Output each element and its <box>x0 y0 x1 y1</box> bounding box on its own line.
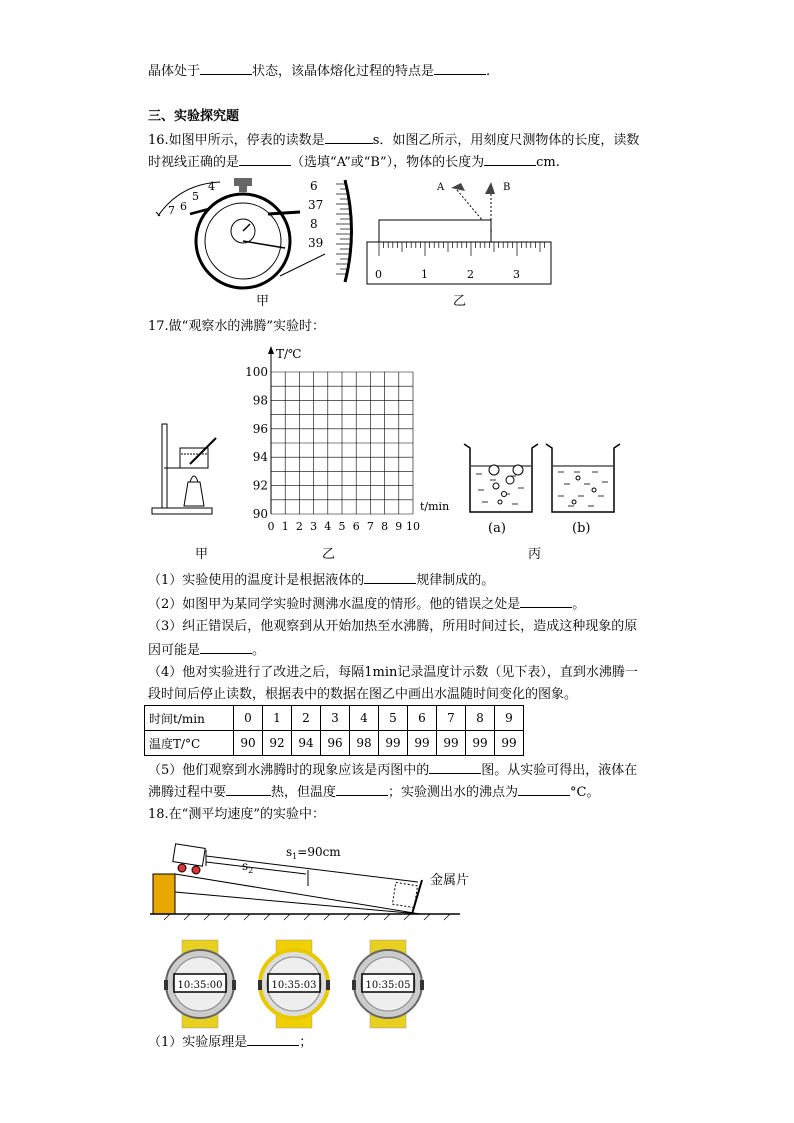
q15-text-3: . <box>486 64 491 79</box>
incline-figure <box>150 826 470 926</box>
q16-line-1 <box>148 130 639 150</box>
x-tick-label: 9 <box>395 520 403 533</box>
table-cell: 1 <box>263 706 292 731</box>
q16-blank-1[interactable] <box>325 130 373 144</box>
q17-blank-5[interactable] <box>226 782 271 796</box>
x-axis-label: t/min <box>420 500 450 513</box>
dial-label-7: 7 <box>168 204 175 217</box>
q17-intro: 17.做“观察水的沸腾”实验时： <box>148 319 325 334</box>
x-tick-label: 2 <box>295 520 303 533</box>
q17-blank-3[interactable] <box>200 640 252 654</box>
clock-time: 10:35:03 <box>271 980 317 991</box>
eye-label-b: B <box>503 182 511 193</box>
table-row <box>145 731 524 756</box>
q16-text-1a: 16.如图甲所示，停表的读数是 <box>148 133 325 148</box>
stopwatch-crown <box>234 178 252 186</box>
stand-rod <box>162 424 167 508</box>
x-tick-labels <box>268 520 421 533</box>
q17-s3-2b: 。 <box>252 643 266 658</box>
table-cell: 99 <box>466 731 495 756</box>
eye-b-icon <box>485 182 495 194</box>
q17-s4: （4）他对实验进行了改进之后，每隔1min记录温度计示数（见下表），直到水沸腾一 <box>148 665 638 680</box>
q17-s1-a: （1）实验使用的温度计是根据液体的 <box>148 573 365 588</box>
stopwatch-figure <box>150 176 360 286</box>
boiling-apparatus <box>150 420 220 520</box>
dial-label-4: 4 <box>208 180 215 193</box>
scale-label-8: 8 <box>310 217 318 231</box>
x-tick-label: 4 <box>324 520 332 533</box>
table-header-time: 时间t/min <box>145 706 234 731</box>
x-tick-label: 7 <box>366 520 374 533</box>
table-cell: 7 <box>437 706 466 731</box>
q17-blank-2[interactable] <box>520 594 572 608</box>
x-tick-label: 0 <box>267 520 275 533</box>
ruler-label-0: 0 <box>375 268 382 281</box>
beaker-a-label: (a) <box>488 521 506 536</box>
graph-grid <box>271 372 413 514</box>
y-tick-label: 90 <box>252 507 268 521</box>
q16-blank-3[interactable] <box>484 152 536 166</box>
s2-arrow-line <box>206 862 306 874</box>
q16-text-2b: （选填“A”或“B”），物体的长度为 <box>291 155 485 170</box>
caption-yi-16: 乙 <box>453 294 467 309</box>
q17-s3-2a: 因可能是 <box>148 643 201 658</box>
dial-label-5: 5 <box>192 190 199 203</box>
table-cell: 5 <box>379 706 408 731</box>
ruler-body <box>367 242 551 284</box>
q15-text-2: 状态，该晶体熔化过程的特点是 <box>252 64 435 79</box>
q17-s2 <box>148 594 585 614</box>
stopwatch-stem <box>239 186 247 192</box>
caption-jia-17: 甲 <box>195 547 209 562</box>
stand-base <box>152 508 212 514</box>
temperature-table <box>144 705 524 756</box>
table-cell: 6 <box>408 706 437 731</box>
q16-text-2c: cm. <box>536 155 560 170</box>
beaker-b-label: (b) <box>572 521 591 536</box>
table-cell: 99 <box>437 731 466 756</box>
table-cell: 92 <box>263 731 292 756</box>
x-tick-label: 1 <box>281 520 289 533</box>
clocks-figure <box>160 938 420 1030</box>
table-cell: 99 <box>495 731 524 756</box>
cart-wheel-2 <box>192 866 200 874</box>
flame <box>190 476 198 482</box>
x-tick-label: 8 <box>381 520 389 533</box>
q15-text-1: 晶体处于 <box>148 64 201 79</box>
y-axis-label: T/℃ <box>276 347 302 361</box>
digital-clock <box>258 940 330 1028</box>
digital-clock <box>352 940 424 1028</box>
q18-q1-a: （1）实验原理是 <box>148 1035 248 1050</box>
ruler-label-2: 2 <box>467 268 474 281</box>
beaker-b <box>546 444 620 512</box>
metal-label: 金属片 <box>430 873 470 888</box>
q16-text-1b: s．如图乙所示，用刻度尺测物体的长度，读数 <box>372 133 640 148</box>
table-cell: 94 <box>292 731 321 756</box>
scale-label-39: 39 <box>308 236 324 250</box>
q16-line-2 <box>148 152 560 172</box>
y-tick-label: 92 <box>252 478 268 493</box>
measured-object <box>379 220 491 242</box>
q18-q1-b: ； <box>299 1035 313 1050</box>
q17-s5-2b: 热，但温度 <box>271 785 337 800</box>
table-cell: 4 <box>350 706 379 731</box>
y-tick-label: 100 <box>245 365 268 379</box>
pointer-line <box>268 212 300 214</box>
q17-s5-2a: 沸腾过程中要 <box>148 785 227 800</box>
table-cell: 99 <box>379 731 408 756</box>
s1-arrow-line <box>206 856 418 882</box>
q17-s2-a: （2）如图甲为某同学实验时测沸水温度的情形。他的错误之处是 <box>148 597 521 612</box>
cart-end-position <box>392 882 417 907</box>
q16-blank-2[interactable] <box>239 152 291 166</box>
eye-a-icon <box>451 183 465 191</box>
q15-blank-1[interactable] <box>200 61 252 75</box>
table-cell: 96 <box>321 731 350 756</box>
q17-blank-7[interactable] <box>518 782 570 796</box>
s1-label: $s_1=90cm$ <box>286 845 341 861</box>
cart <box>173 844 205 866</box>
q17-s4-2: 段时间后停止读数，根据表中的数据在图乙中画出水温随时间变化的图象。 <box>148 687 578 702</box>
incline-plane <box>175 874 420 914</box>
q17-s2-b: 。 <box>572 597 586 612</box>
q17-s5-2c: ；实验测出水的沸点为 <box>388 785 519 800</box>
q18-intro: 18.在“测平均速度”的实验中： <box>148 807 325 822</box>
caption-bing-17: 丙 <box>528 547 542 562</box>
clock-time: 10:35:05 <box>365 980 411 991</box>
q17-s3-2 <box>148 640 265 660</box>
x-tick-label: 3 <box>310 520 318 533</box>
digital-clock <box>164 940 236 1028</box>
clock-time: 10:35:00 <box>177 980 223 991</box>
x-tick-label: 10 <box>406 520 420 533</box>
table-cell: 3 <box>321 706 350 731</box>
q17-s1 <box>148 570 494 590</box>
ruler-label-1: 1 <box>421 268 428 281</box>
table-cell: 99 <box>408 731 437 756</box>
ground-hatch <box>164 914 450 920</box>
scale-label-6: 6 <box>310 179 318 193</box>
temperature-graph <box>240 342 455 537</box>
beakers-figure <box>460 440 635 540</box>
q15-tail-line <box>148 61 490 81</box>
table-cell: 98 <box>350 731 379 756</box>
beaker-a <box>464 444 538 512</box>
support-block <box>153 874 175 914</box>
table-cell: 8 <box>466 706 495 731</box>
q17-blank-1[interactable] <box>364 570 416 584</box>
alcohol-lamp <box>184 482 204 506</box>
q17-s5-2d: °C。 <box>570 785 600 800</box>
y-tick-label: 96 <box>252 421 268 436</box>
x-tick-label: 5 <box>338 520 346 533</box>
caption-yi-17: 乙 <box>322 547 336 562</box>
ruler-label-3: 3 <box>513 268 520 281</box>
s2-label: $s_2$ <box>242 859 254 875</box>
dial-label-6: 6 <box>180 200 187 213</box>
q18-q1 <box>148 1032 312 1052</box>
q17-s5-b: 图。从实验可得出，液体在 <box>481 763 638 778</box>
q17-blank-4[interactable] <box>429 760 481 774</box>
x-tick-label: 6 <box>352 520 360 533</box>
q18-blank-1[interactable] <box>247 1032 299 1046</box>
table-cell: 0 <box>234 706 263 731</box>
caption-jia-16: 甲 <box>256 294 270 309</box>
table-cell: 90 <box>234 731 263 756</box>
q17-blank-6[interactable] <box>336 782 388 796</box>
y-tick-labels <box>245 365 268 521</box>
q16-text-2a: 时视线正确的是 <box>148 155 240 170</box>
q15-blank-2[interactable] <box>434 61 486 75</box>
q17-s1-b: 规律制成的。 <box>416 573 495 588</box>
scale-label-37: 37 <box>308 198 324 212</box>
table-cell: 2 <box>292 706 321 731</box>
table-header-temp: 温度T/°C <box>145 731 234 756</box>
y-tick-label: 94 <box>252 450 268 465</box>
y-tick-label: 98 <box>252 393 268 408</box>
section-title: 三、实验探究题 <box>148 109 240 124</box>
table-cell: 9 <box>495 706 524 731</box>
q17-s5-a: （5）他们观察到水沸腾时的现象应该是丙图中的 <box>148 763 430 778</box>
table-row <box>145 706 524 731</box>
eye-label-a: A <box>437 182 445 193</box>
q17-s5 <box>148 760 637 780</box>
cart-wheel-1 <box>178 864 186 872</box>
clock-group <box>164 940 424 1028</box>
q17-s3: （3）纠正错误后，他观察到从开始加热至水沸腾，所用时间过长，造成这种现象的原 <box>148 619 638 634</box>
y-axis-arrow <box>268 346 274 354</box>
q17-s5-2 <box>148 782 600 802</box>
ruler-figure <box>365 178 555 286</box>
scale-arc <box>345 180 352 282</box>
